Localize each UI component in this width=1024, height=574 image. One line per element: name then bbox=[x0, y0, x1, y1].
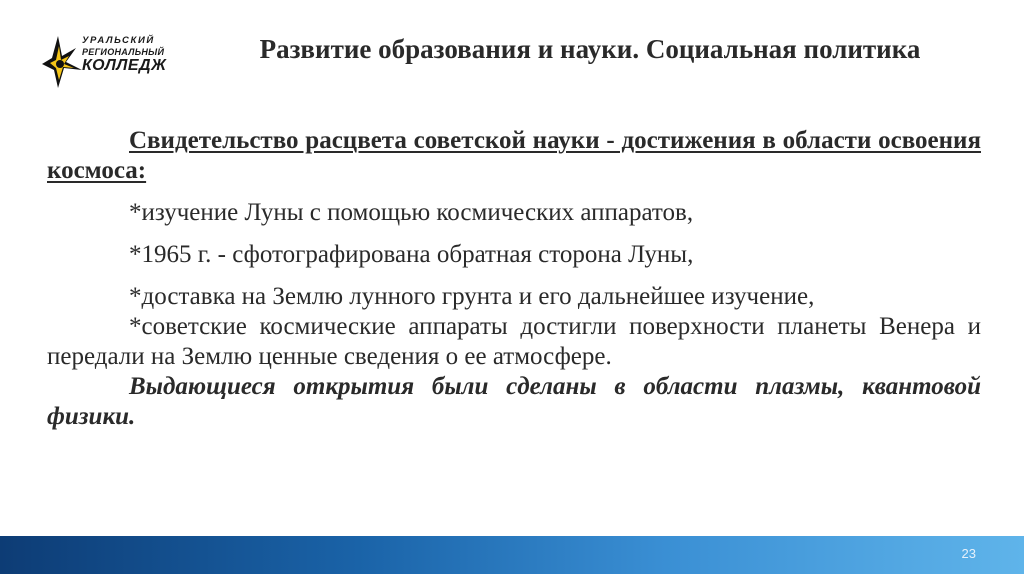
slide-body bbox=[47, 126, 981, 432]
college-logo bbox=[38, 30, 168, 92]
bullet-item: *1965 г. - сфотографирована обратная сторона Луны, bbox=[129, 241, 694, 268]
logo-line-3: КОЛЛЕДЖ bbox=[82, 56, 167, 74]
flame-star-logo-icon bbox=[38, 30, 88, 92]
bullet-item: *изучение Луны с помощью космических аппаратов, bbox=[129, 199, 694, 226]
conclusion-paragraph bbox=[47, 372, 981, 432]
bullet-item: *доставка на Землю лунного грунта и его дальнейшее изучение, bbox=[129, 283, 815, 310]
logo-line-2: РЕГИОНАЛЬНЫЙ bbox=[82, 46, 165, 57]
section-heading: Свидетельство расцвета советской науки - достижения в области освоения космоса: bbox=[47, 127, 981, 184]
footer-bar bbox=[0, 536, 1024, 574]
slide-title: Развитие образования и науки. Социальная политика bbox=[259, 34, 921, 64]
slide-number: 23 bbox=[961, 546, 976, 561]
bullet-item: *советские космические аппараты достигли поверхности планеты Венера и передали на Землю ценные сведения о ее атмосфере. bbox=[47, 313, 981, 370]
logo-line-1: УРАЛЬСКИЙ bbox=[82, 35, 155, 46]
section-heading-paragraph bbox=[47, 126, 981, 186]
conclusion-text: Выдающиеся открытия были сделаны в области плазмы, квантовой физики. bbox=[47, 373, 981, 430]
